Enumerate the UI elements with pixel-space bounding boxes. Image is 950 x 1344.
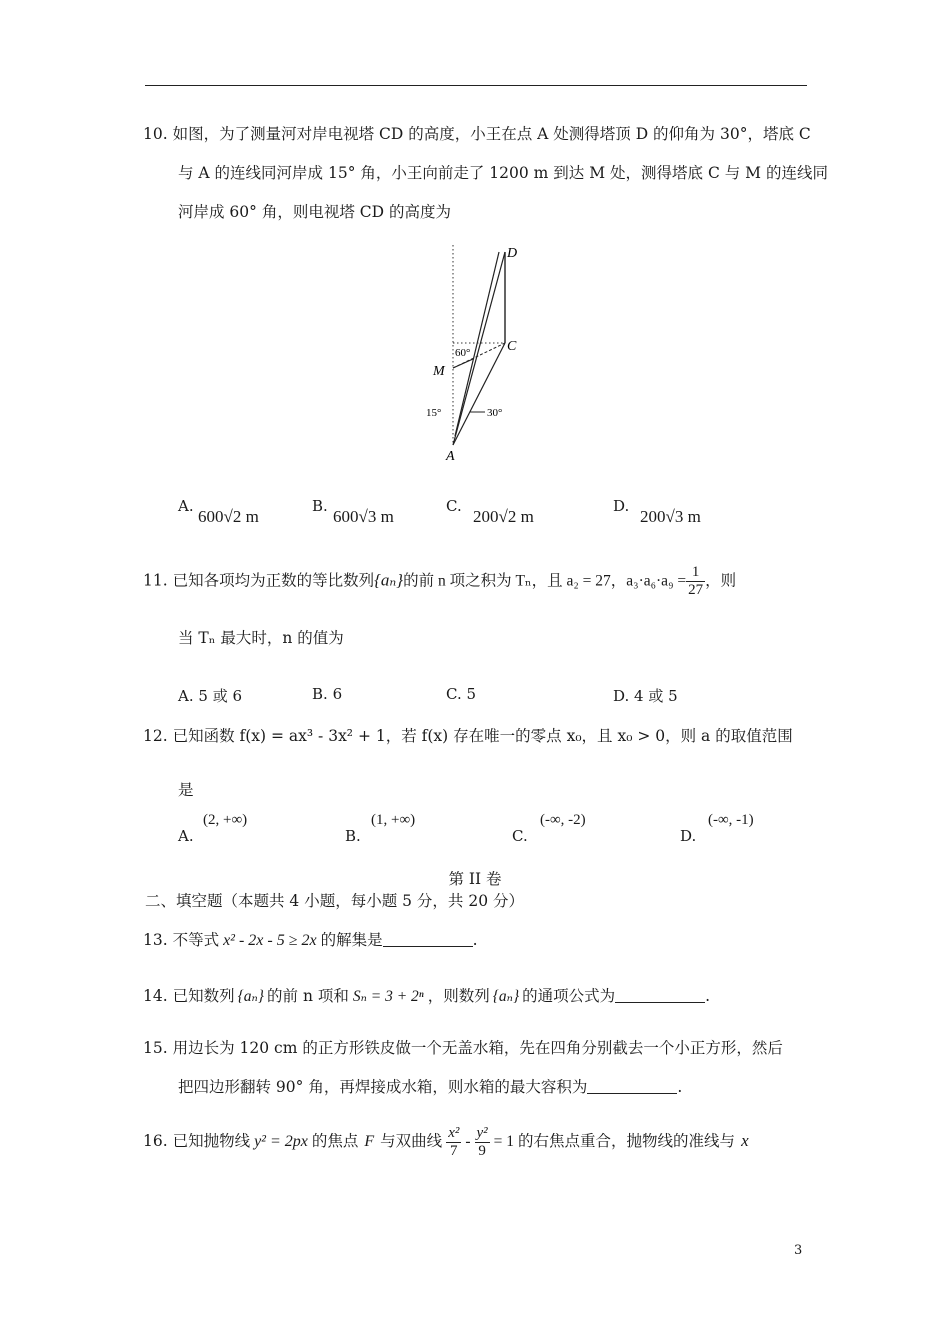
q13-line: [143, 930, 478, 951]
label-m: M: [433, 364, 445, 379]
q11-fraction: [686, 564, 705, 599]
angle-60: 60°: [455, 347, 471, 359]
q13-answer-blank[interactable]: [383, 932, 473, 947]
q11-seq: {aₙ}: [374, 570, 404, 590]
q12-option-c-letter: C.: [512, 827, 528, 845]
q11-suffix: ，则: [705, 571, 737, 590]
q11-option-c: [446, 685, 476, 703]
line-m: [453, 359, 473, 368]
q15-answer-blank[interactable]: [587, 1079, 677, 1094]
q11-line1: [143, 564, 736, 599]
q11-option-d: [613, 685, 678, 706]
q10-option-c-value: 200√2 m: [473, 507, 534, 526]
q10-option-d-letter: D.: [613, 497, 630, 515]
q10-figure: [415, 240, 545, 465]
q16-frac2-den: 9: [478, 1142, 486, 1159]
page-number: 3: [794, 1243, 803, 1258]
q16-last: x: [741, 1131, 749, 1150]
q12-option-b-letter: B.: [345, 827, 361, 845]
q12-option-b-value: (1, +∞): [371, 812, 416, 828]
q11-option-c-value: 5: [466, 685, 477, 703]
q12-line2: 是: [178, 781, 194, 799]
q10-option-a-value: 600√2 m: [198, 507, 259, 526]
q12-option-d-letter: D.: [680, 827, 697, 845]
q11-frac-num: 1: [686, 564, 705, 582]
q12-option-d-value: (-∞, -1): [708, 812, 754, 828]
angle-30: 30°: [487, 407, 503, 419]
q14-prefix: 14. 已知数列: [143, 987, 235, 1005]
q15-line2: [178, 1077, 682, 1097]
q11-option-a-value: 5 或 6: [198, 687, 243, 705]
q10-line3: 河岸成 60° 角，则电视塔 CD 的高度为: [178, 203, 451, 221]
q11-option-d-value: 4 或 5: [634, 687, 678, 705]
q16-mid: 的焦点: [311, 1132, 359, 1150]
q16-frac2: [475, 1125, 490, 1160]
q10-option-a-letter: A.: [178, 497, 194, 515]
q14-answer-blank[interactable]: [615, 988, 705, 1003]
q13-suffix: 的解集是: [320, 931, 383, 949]
q12-option-a-letter: A.: [178, 827, 194, 845]
q11-option-b-value: 6: [332, 685, 343, 703]
q11-middle: 的前 n 项之积为 Tₙ，且 a₂ = 27，a₃·a₆·a₉ =: [403, 572, 687, 590]
q10-option-b-value: 600√3 m: [333, 507, 394, 526]
q16-suffix: 的右焦点重合，抛物线的准线与: [518, 1132, 736, 1150]
q14-end: .: [705, 987, 711, 1005]
q16-frac1-num: x²: [448, 1124, 460, 1141]
q16-frac1: [446, 1125, 461, 1160]
q10-option-d-value: 200√3 m: [640, 507, 701, 526]
q16-focus: F: [364, 1133, 375, 1150]
q16-expr: y² = 2px: [254, 1133, 308, 1150]
section-title: 第 II 卷: [448, 870, 502, 888]
q12-line1: 12. 已知函数 f(x) = ax³ - 3x² + 1，若 f(x) 存在唯一的零点 x₀，且 x₀ > 0，则 a 的取值范围: [143, 727, 793, 745]
angle-15: 15°: [426, 407, 442, 419]
q16-prefix: 16. 已知抛物线: [143, 1132, 251, 1150]
q16-minus: -: [465, 1133, 471, 1150]
q11-option-a: [178, 685, 242, 706]
label-a: A: [446, 449, 455, 464]
label-c: C: [507, 339, 517, 354]
header-rule: [145, 85, 807, 86]
q14-seq2: {aₙ}: [492, 988, 520, 1005]
q14-suffix: 的通项公式为: [522, 987, 616, 1005]
q16-frac1-den: 7: [450, 1142, 458, 1159]
q16-frac2-num: y²: [476, 1124, 488, 1141]
q11-option-d-letter: D.: [613, 687, 630, 705]
q11-option-c-letter: C.: [446, 685, 462, 703]
q14-expr: Sₙ = 3 + 2ⁿ: [352, 988, 424, 1005]
q10-line2: 与 A 的连线同河岸成 15° 角，小王向前走了 1200 m 到达 M 处，测得塔底 C 与 M 的连线同: [178, 164, 828, 182]
q10-option-c-letter: C.: [446, 497, 462, 515]
q14-seq: {aₙ}: [237, 988, 265, 1005]
q12-option-a-value: (2, +∞): [203, 812, 248, 828]
q11-option-b: [312, 685, 342, 703]
q13-prefix: 13. 不等式: [143, 931, 220, 949]
section-heading: 二、填空题（本题共 4 小题，每小题 5 分，共 20 分）: [145, 892, 525, 910]
q10-option-b-letter: B.: [312, 497, 328, 515]
q16-eq: = 1: [493, 1133, 515, 1150]
q14-mid2: ，则数列: [427, 987, 490, 1005]
q15-line1: 15. 用边长为 120 cm 的正方形铁皮做一个无盖水箱，先在四角分别截去一个小正方形，然后: [143, 1039, 783, 1057]
q15-line2-text: 把四边形翻转 90° 角，再焊接成水箱，则水箱的最大容积为: [178, 1078, 588, 1096]
q16-mid2: 与双曲线: [380, 1132, 443, 1150]
q11-option-a-letter: A.: [178, 687, 194, 705]
q11-prefix: 11. 已知各项均为正数的等比数列: [143, 571, 375, 590]
q11-option-b-letter: B.: [312, 685, 328, 703]
q11-line2: 当 Tₙ 最大时，n 的值为: [178, 629, 344, 647]
q14-line: [143, 986, 710, 1007]
label-d: D: [507, 246, 518, 261]
q11-frac-den: 27: [688, 582, 704, 598]
q14-mid: 的前 n 项和: [267, 987, 349, 1005]
q13-end: .: [472, 931, 478, 949]
q10-line1: 10. 如图，为了测量河对岸电视塔 CD 的高度，小王在点 A 处测得塔顶 D 的仰角为 30°，塔底 C: [143, 125, 811, 143]
q15-end: .: [677, 1078, 683, 1096]
q13-expr: x² - 2x - 5 ≥ 2x: [223, 932, 317, 949]
q16-line: [143, 1122, 749, 1161]
q12-option-c-value: (-∞, -2): [540, 812, 586, 828]
